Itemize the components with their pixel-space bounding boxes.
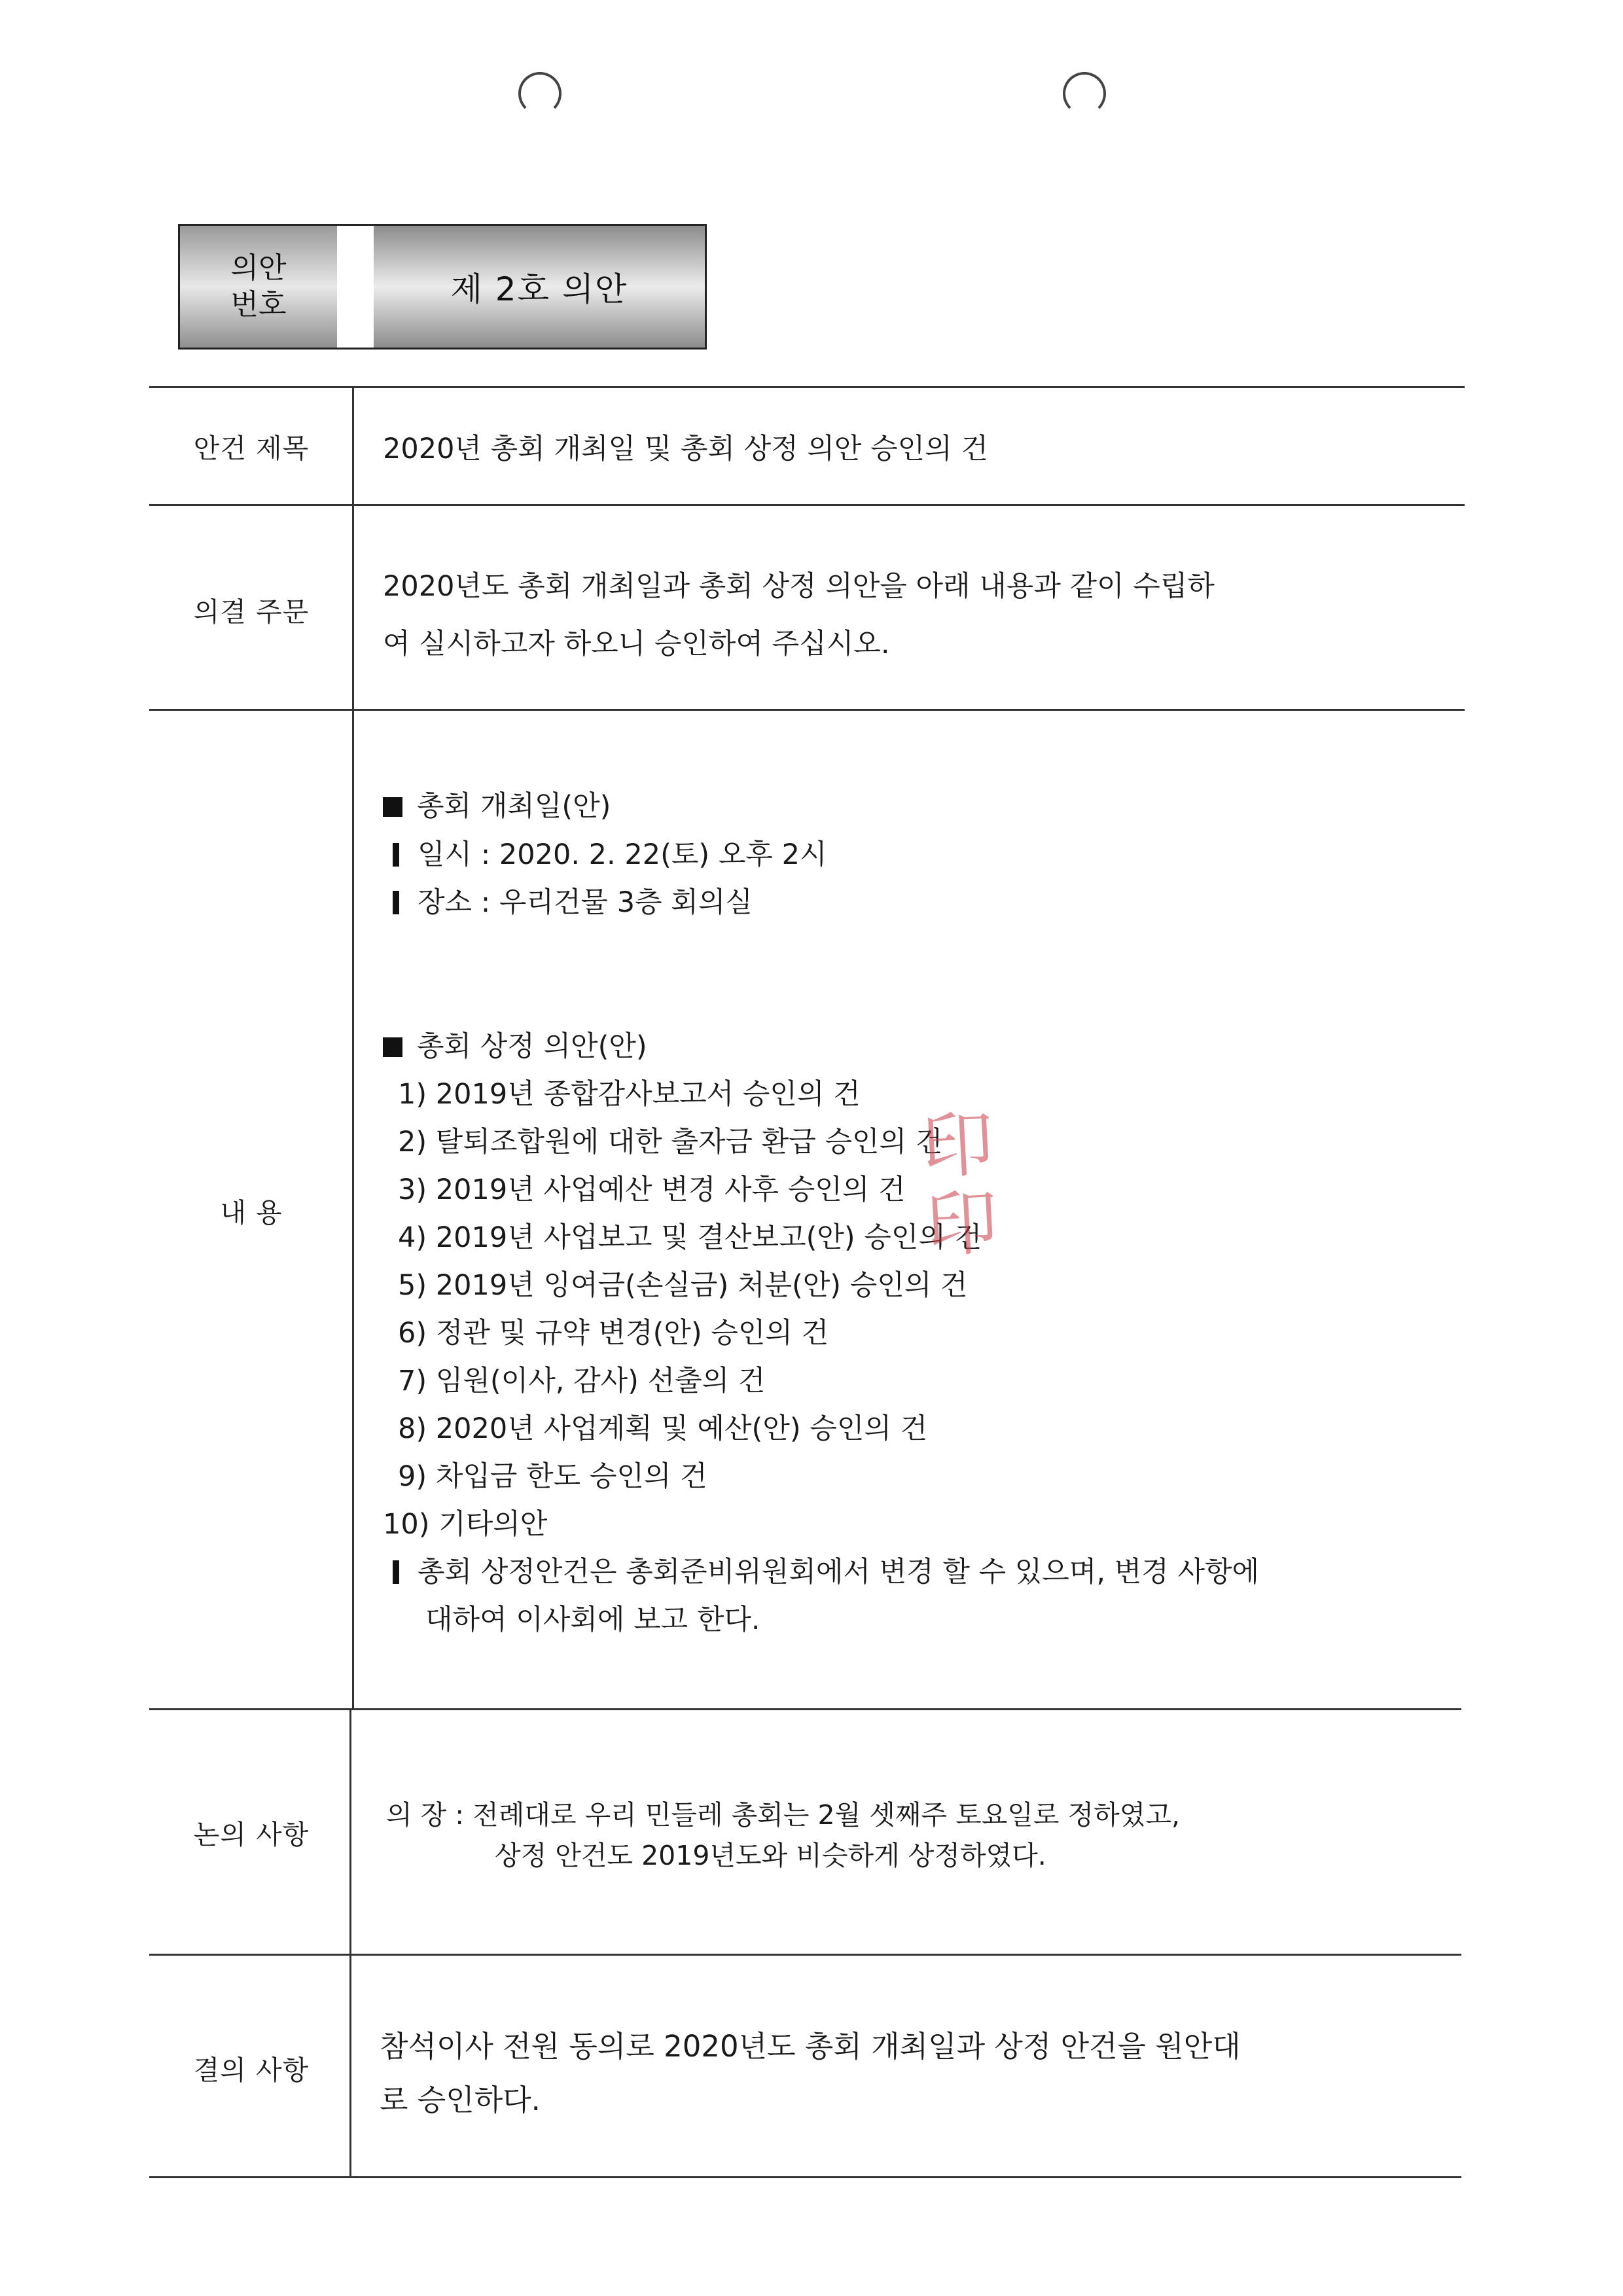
- table-rule: [149, 709, 1465, 711]
- resolution-label: 의결 주문: [193, 596, 310, 628]
- table-rule: [149, 1708, 1461, 1710]
- decision-line-1: 참석이사 전원 동의로 2020년도 총회 개최일과 상정 안건을 원안대: [380, 2029, 1241, 2064]
- table-rule: [149, 1954, 1461, 1956]
- punch-hole-left: [518, 72, 562, 115]
- list-item: 5) 2019년 잉여금(손실금) 처분(안) 승인의 건: [398, 1269, 968, 1302]
- resolution-line-1: 2020년도 총회 개최일과 총회 상정 의안을 아래 내용과 같이 수립하: [383, 570, 1215, 603]
- agenda-number-value: 제 2호 의안: [374, 226, 705, 348]
- list-item: 1) 2019년 종합감사보고서 승인의 건: [398, 1078, 861, 1111]
- agenda-number-box: [178, 224, 707, 350]
- bar-bullet-icon: [393, 1560, 399, 1584]
- square-bullet-icon: [383, 797, 402, 817]
- list-item: 2) 탈퇴조합원에 대한 출자금 환급 승인의 건: [398, 1126, 943, 1158]
- list-item: 일시 : 2020. 2. 22(토) 오후 2시: [393, 833, 827, 872]
- bar-bullet-icon: [393, 843, 399, 867]
- list-item: 8) 2020년 사업계획 및 예산(안) 승인의 건: [398, 1412, 928, 1445]
- content-label: 내 용: [220, 1197, 283, 1229]
- header-divider: [337, 226, 374, 348]
- red-seal-stamp: 印 印: [919, 1102, 1001, 1268]
- bar-bullet-icon: [393, 891, 399, 914]
- discussion-line-1: 의 장 : 전례대로 우리 민들레 총회는 2월 셋째주 토요일로 정하였고,: [386, 1799, 1181, 1831]
- list-item: 6) 정관 및 규약 변경(안) 승인의 건: [398, 1317, 829, 1350]
- list-item: 7) 임원(이사, 감사) 선출의 건: [398, 1365, 766, 1397]
- title-label: 안건 제목: [193, 433, 310, 464]
- table-column-divider: [352, 386, 354, 1708]
- decision-line-2: 로 승인하다.: [380, 2083, 541, 2117]
- list-item: 장소 : 우리건물 3층 회의실: [393, 880, 753, 920]
- agenda-number-label: 의안 번호: [180, 226, 337, 348]
- note-line-1: 총회 상정안건은 총회준비위원회에서 변경 할 수 있으며, 변경 사항에: [393, 1550, 1259, 1590]
- table-column-divider: [349, 1708, 351, 2176]
- table-rule: [149, 504, 1465, 506]
- discussion-label: 논의 사항: [193, 1819, 310, 1850]
- list-item: 9) 차입금 한도 승인의 건: [398, 1460, 707, 1493]
- discussion-line-2: 상정 안건도 2019년도와 비슷하게 상정하였다.: [495, 1840, 1046, 1871]
- resolution-line-2: 여 실시하고자 하오니 승인하여 주십시오.: [383, 628, 890, 660]
- list-item: 3) 2019년 사업예산 변경 사후 승인의 건: [398, 1174, 906, 1206]
- list-item: 10) 기타의안: [383, 1508, 548, 1541]
- decision-label: 결의 사항: [193, 2054, 310, 2086]
- square-bullet-icon: [383, 1037, 402, 1057]
- table-rule: [149, 2176, 1461, 2178]
- punch-hole-right: [1063, 72, 1106, 115]
- note-line-2: 대하여 이사회에 보고 한다.: [425, 1604, 760, 1636]
- table-rule: [149, 386, 1465, 388]
- section-heading: 총회 상정 의안(안): [383, 1024, 647, 1064]
- title-value: 2020년 총회 개최일 및 총회 상정 의안 승인의 건: [383, 433, 988, 465]
- list-item: 4) 2019년 사업보고 및 결산보고(안) 승인의 건: [398, 1221, 982, 1254]
- section-heading: 총회 개최일(안): [383, 784, 611, 824]
